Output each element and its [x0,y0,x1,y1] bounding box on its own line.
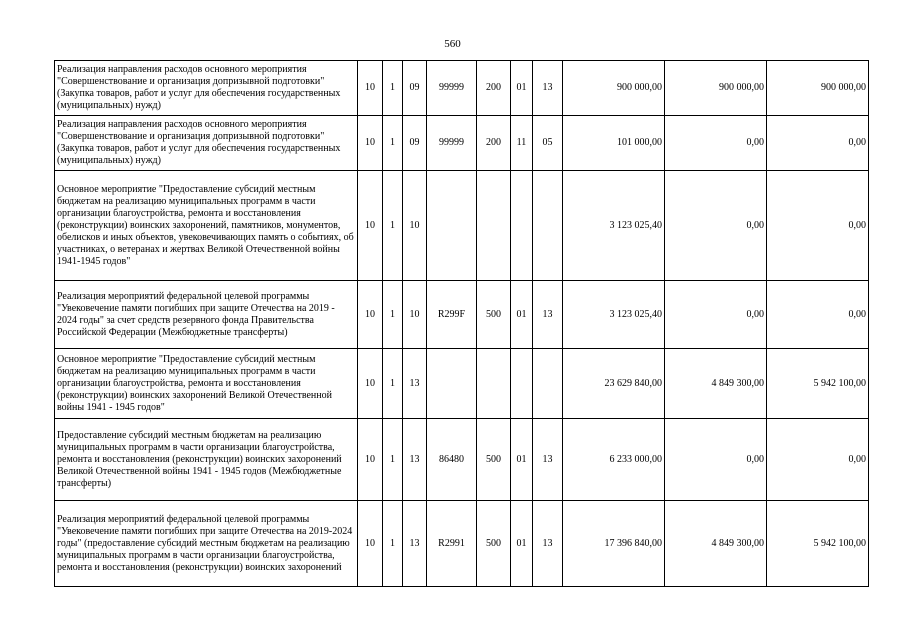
code-cell: 99999 [427,61,477,116]
row-description: Реализация направления расходов основного мероприятия "Совершенствование и организация допризывной подготовки" (Закупка товаров, работ и услуг для обеспечения государственных (муниципальных) нужд) [55,61,358,116]
amount-cell: 0,00 [665,281,767,349]
code-cell: 10 [358,419,383,501]
amount-cell: 900 000,00 [767,61,869,116]
amount-cell: 4 849 300,00 [665,349,767,419]
table-row [55,171,869,281]
code-cell: 10 [403,281,427,349]
code-cell: 10 [358,61,383,116]
code-cell: 99999 [427,116,477,171]
amount-cell: 900 000,00 [665,61,767,116]
code-cell: 86480 [427,419,477,501]
amount-cell: 5 942 100,00 [767,349,869,419]
code-cell: 1 [383,281,403,349]
code-cell: 1 [383,419,403,501]
table-row [55,419,869,501]
code-cell: 1 [383,116,403,171]
code-cell: 05 [533,116,563,171]
row-description: Реализация направления расходов основного мероприятия "Совершенствование и организация допризывной подготовки" (Закупка товаров, работ и услуг для обеспечения государственных (муниципальных) нужд) [55,116,358,171]
code-cell: 13 [403,419,427,501]
row-description: Основное мероприятие "Предоставление субсидий местным бюджетам на реализацию муниципальных программ в части организации благоустройства, ремонта и восстановления (реконструкции) воинских захоронений Великой Отечественной войны 1941 - 1945 годов" [55,349,358,419]
table-row [55,349,869,419]
code-cell: 13 [533,281,563,349]
amount-cell: 0,00 [767,116,869,171]
code-cell: 200 [477,116,511,171]
code-cell: 01 [511,61,533,116]
code-cell: 200 [477,61,511,116]
code-cell: 10 [358,116,383,171]
amount-cell: 900 000,00 [563,61,665,116]
code-cell: 01 [511,501,533,587]
code-cell: 500 [477,281,511,349]
code-cell: 1 [383,349,403,419]
code-cell: 1 [383,501,403,587]
amount-cell: 0,00 [665,171,767,281]
code-cell: 1 [383,61,403,116]
code-cell: 10 [358,349,383,419]
amount-cell: 6 233 000,00 [563,419,665,501]
code-cell: 1 [383,171,403,281]
amount-cell: 3 123 025,40 [563,171,665,281]
code-cell: R299F [427,281,477,349]
table-row [55,116,869,171]
code-cell: 13 [533,419,563,501]
amount-cell: 0,00 [665,419,767,501]
amount-cell: 17 396 840,00 [563,501,665,587]
code-cell [511,349,533,419]
code-cell: 13 [533,501,563,587]
code-cell: 09 [403,116,427,171]
amount-cell: 0,00 [767,171,869,281]
row-description: Реализация мероприятий федеральной целевой программы "Увековечение памяти погибших при защите Отечества на 2019 - 2024 годы" за счет средств резервного фонда Правительства Российской Федерации (Межбюджетные трансферты) [55,281,358,349]
code-cell: 10 [403,171,427,281]
code-cell [511,171,533,281]
code-cell: 01 [511,419,533,501]
code-cell [427,171,477,281]
code-cell: 09 [403,61,427,116]
row-description: Предоставление субсидий местным бюджетам на реализацию муниципальных программ в части организации благоустройства, ремонта и восстановления (реконструкции) воинских захоронений Великой Отечественной войны 1941 - 1945 годов (Межбюджетные трансферты) [55,419,358,501]
code-cell: 500 [477,419,511,501]
code-cell [533,349,563,419]
amount-cell: 0,00 [665,116,767,171]
table-row [55,281,869,349]
amount-cell: 5 942 100,00 [767,501,869,587]
code-cell: 01 [511,281,533,349]
row-description: Реализация мероприятий федеральной целевой программы "Увековечение памяти погибших при защите Отечества на 2019-2024 годы" (предоставление субсидий местным бюджетам на реализацию муниципальных программ в части организации благоустройства, ремонта и восстановления (реконструкции) воинских захоронений [55,501,358,587]
table-row [55,501,869,587]
code-cell: R2991 [427,501,477,587]
code-cell: 10 [358,281,383,349]
page-number: 560 [444,38,461,50]
amount-cell: 23 629 840,00 [563,349,665,419]
code-cell: 500 [477,501,511,587]
code-cell: 13 [403,349,427,419]
budget-table [54,60,869,587]
amount-cell: 4 849 300,00 [665,501,767,587]
code-cell [477,171,511,281]
amount-cell: 0,00 [767,419,869,501]
code-cell: 10 [358,501,383,587]
table-row [55,61,869,116]
code-cell [427,349,477,419]
code-cell: 10 [358,171,383,281]
amount-cell: 3 123 025,40 [563,281,665,349]
code-cell [477,349,511,419]
code-cell: 13 [533,61,563,116]
amount-cell: 0,00 [767,281,869,349]
code-cell [533,171,563,281]
row-description: Основное мероприятие "Предоставление субсидий местным бюджетам на реализацию муниципальных программ в части организации благоустройства, ремонта и восстановления (реконструкции) воинских захоронений, памятников, монументов, обелисков и иных объектов, увековечивающих память о событиях, об участниках, о ветеранах и жертвах Великой Отечественной войны 1941-1945 годов" [55,171,358,281]
code-cell: 13 [403,501,427,587]
code-cell: 11 [511,116,533,171]
amount-cell: 101 000,00 [563,116,665,171]
